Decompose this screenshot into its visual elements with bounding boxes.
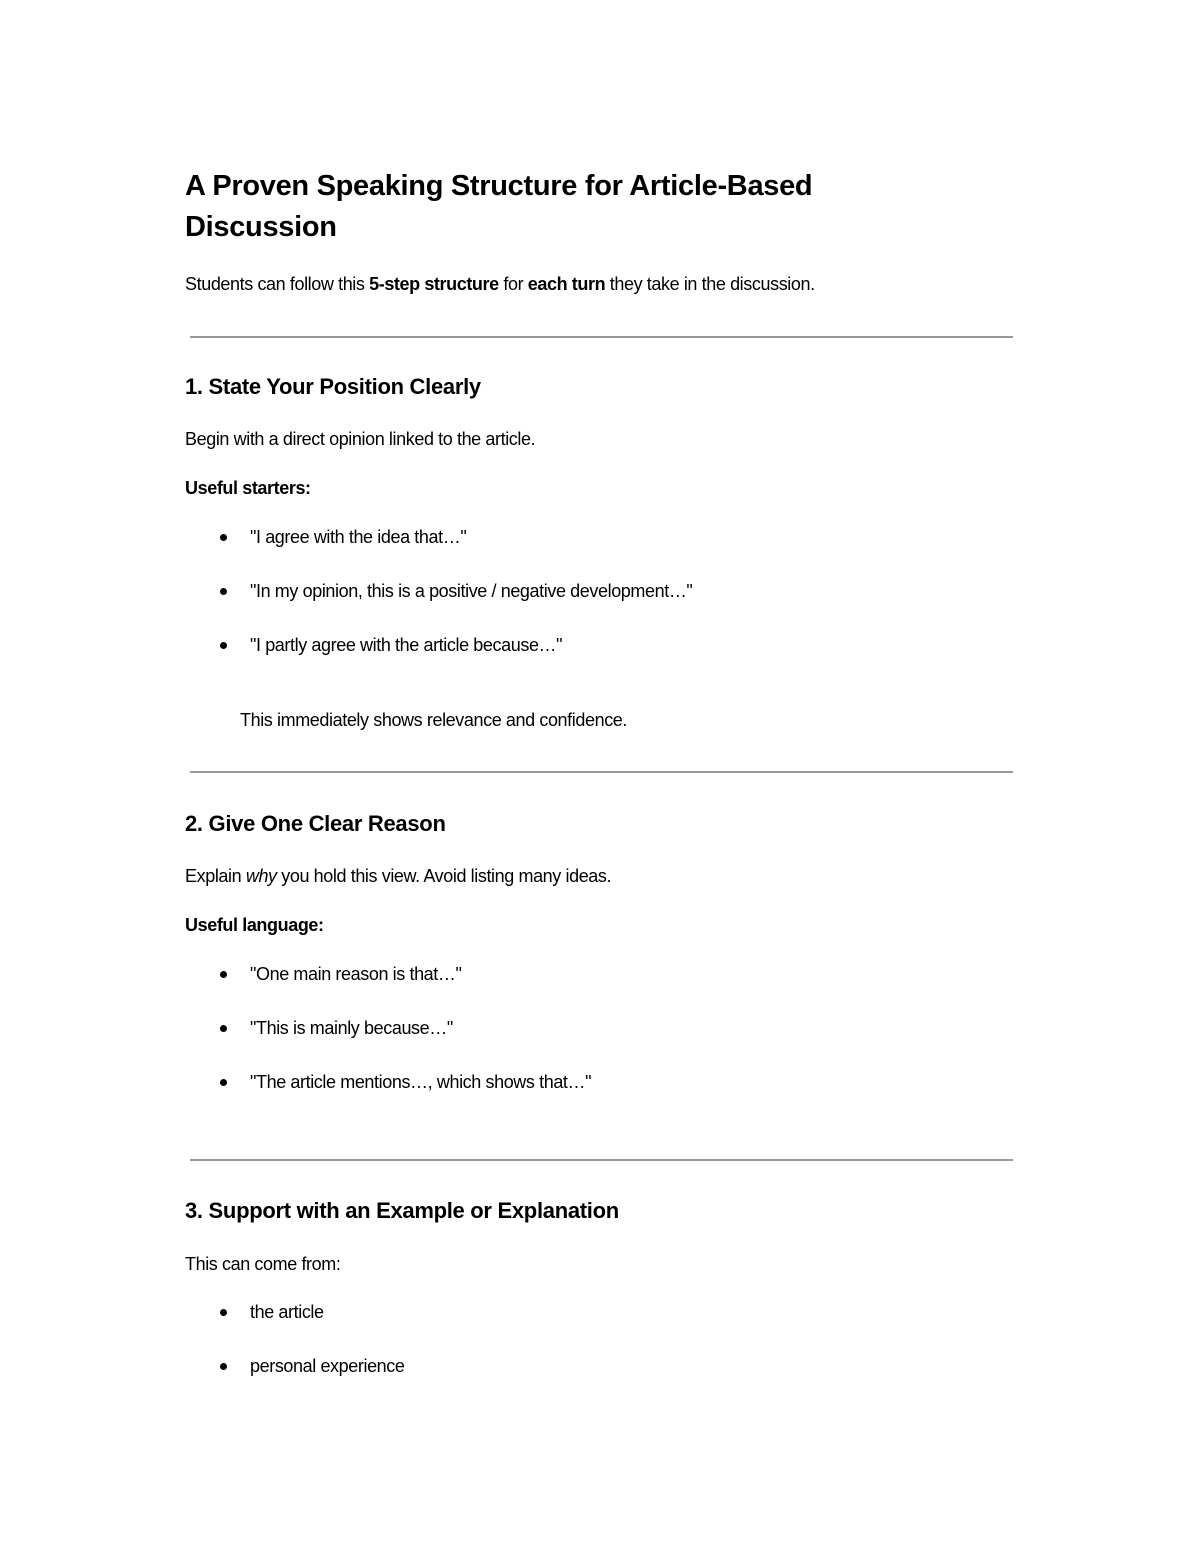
section-3-text: This can come from: xyxy=(185,1254,341,1274)
section-2-label: Useful language: xyxy=(185,915,324,935)
bullet-icon xyxy=(220,588,227,595)
section-1-heading: 1. State Your Position Clearly xyxy=(185,374,481,399)
section-1-text: Begin with a direct opinion linked to the article. xyxy=(185,429,536,449)
intro-text-part: they take in the discussion. xyxy=(605,274,815,294)
list-item-text: the article xyxy=(250,1302,324,1322)
list-item-text: "One main reason is that…" xyxy=(250,964,462,984)
list-item-text: "In my opinion, this is a positive / negative development…" xyxy=(250,581,693,601)
intro-bold-steps: 5-step structure xyxy=(369,274,499,294)
section-3-heading: 3. Support with an Example or Explanation xyxy=(185,1198,619,1223)
list-item-text: "The article mentions…, which shows that…" xyxy=(250,1072,592,1092)
intro-text xyxy=(185,272,815,296)
intro-text-part: Students can follow this xyxy=(185,274,370,294)
bullet-icon xyxy=(220,534,227,541)
list-item-text: "I partly agree with the article because…" xyxy=(250,635,563,655)
bullet-icon xyxy=(220,1079,227,1086)
divider xyxy=(190,1159,1013,1161)
section-2-text-part: Explain xyxy=(185,866,246,886)
bullet-icon xyxy=(220,642,227,649)
bullet-icon xyxy=(220,1025,227,1032)
section-2-text-part: you hold this view. Avoid listing many ideas. xyxy=(276,866,612,886)
section-2-text-emphasis: why xyxy=(245,866,277,886)
intro-bold-turn: each turn xyxy=(527,274,606,294)
divider xyxy=(190,336,1013,338)
divider xyxy=(190,771,1013,773)
list-item-text: "This is mainly because…" xyxy=(250,1018,453,1038)
section-1-label: Useful starters: xyxy=(185,478,311,498)
bullet-icon xyxy=(220,1363,227,1370)
bullet-icon xyxy=(220,1309,227,1316)
intro-text-part: for xyxy=(498,274,528,294)
section-1-note: This immediately shows relevance and confidence. xyxy=(240,710,628,730)
bullet-icon xyxy=(220,971,227,978)
list-item-text: personal experience xyxy=(250,1356,405,1376)
section-2-heading: 2. Give One Clear Reason xyxy=(185,811,446,836)
page-title: A Proven Speaking Structure for Article-Based Discussion xyxy=(185,170,813,243)
list-item-text: "I agree with the idea that…" xyxy=(250,527,467,547)
section-2-text xyxy=(185,864,611,888)
